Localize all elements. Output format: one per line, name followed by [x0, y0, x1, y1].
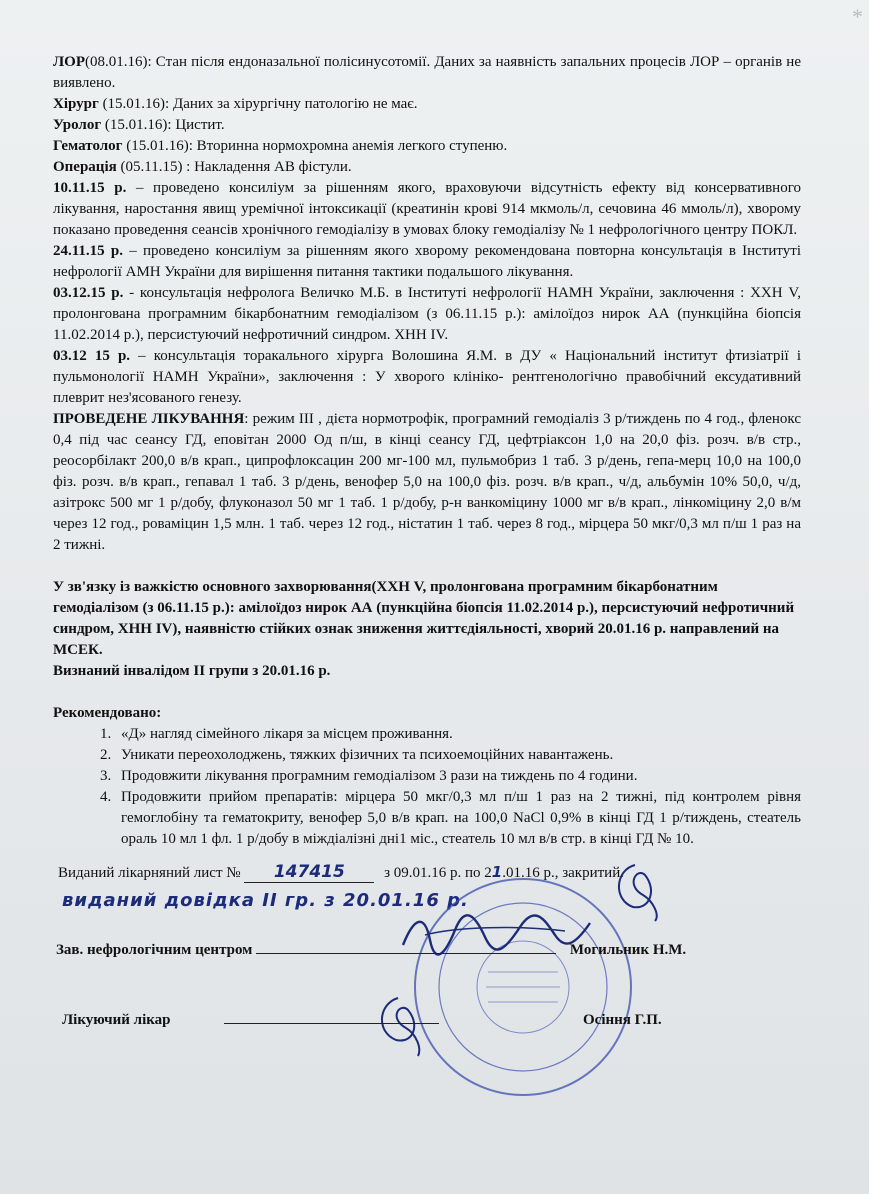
- section-paragraph: [53, 346, 801, 409]
- section-text: (15.01.16): Даних за хірургічну патологію не має.: [98, 96, 418, 112]
- section-paragraph: [53, 52, 801, 94]
- recommendation-item: 3. Продовжити лікування програмним гемодіалізом 3 рази на тиждень по 4 години.: [115, 766, 801, 787]
- recommendation-item: 2. Уникати переохолоджень, тяжких фізичних та психоемоційних навантажень.: [115, 745, 801, 766]
- section-paragraph: [53, 178, 801, 241]
- sick-leave-number: 147415: [273, 862, 345, 882]
- section-text: : режим ІІІ , дієта нормотрофік, програмний гемодіаліз 3 р/тиждень по 4 год., фленокс 0,4 під час сеансу ГД, еповітан 2000 Од п/ш, в кінці сеансу ГД, цефтріаксон 1,0 на 20,0 фіз. розч. в/в стр., реосорбілакт 200,0 в/в крап., ципрофлоксацин 200 мг-100 мл, пульмобриз 1 таб. 3 р/день, гепа-мерц 10,0 на 100,0 фіз. розч. в/в крап., гепавал 1 таб. 3 р/день, венофер 5,0 на 100,0 фіз. розч. в/в крап., ч/д, альбумін 10% 50,0, ч/д, азітрокс 500 мг 1 р/добу, флуконазол 50 мг 1 таб. 1 р/добу, р-н ванкоміцину 1000 мг в/в крап., лінкоміцину 2,0 в/м через 12 год., роваміцин 1,5 млн. 1 таб. через 12 год., ністатин 1 таб. через 8 год., мірцера 50 мкг/0,3 мл п/ш 1 раз на 2 тижні.: [53, 411, 802, 553]
- recommendation-item: 1. «Д» нагляд сімейного лікаря за місцем проживання.: [115, 724, 801, 745]
- section-text: (05.11.15) : Накладення АВ фістули.: [116, 159, 352, 175]
- section-label: 03.12.15 р.: [53, 285, 124, 301]
- section-label: ПРОВЕДЕНЕ ЛІКУВАННЯ: [53, 411, 245, 427]
- corner-mark: *: [852, 4, 863, 29]
- doctor-title: Лікуючий лікар: [62, 1012, 171, 1028]
- paraph-signature: [605, 855, 665, 925]
- sick-leave-middle: з 09.01.16 р. по 2: [384, 865, 492, 881]
- section-paragraph: [53, 241, 801, 283]
- section-text: (08.01.16): Стан після ендоназальної полісинусотомії. Даних за наявність запальних процесів ЛОР – органів не виявлено.: [53, 54, 801, 91]
- sick-leave-suffix: .01.16 р., закритий.: [502, 865, 624, 881]
- section-paragraph: [53, 136, 801, 157]
- section-text: – проведено консиліум за рішенням якого, враховуючи відсутність ефекту від консервативного лікування, наростання явищ уремічної інтоксикації (креатинін крові 914 мкмоль/л, сечовина 46 ммоль/л), хворому показано проведення сеансів хронічного гемодіалізу в умовах блоку гемодіалізу № 1 нефрологічного центру ПОКЛ.: [53, 180, 801, 238]
- section-label: 10.11.15 р.: [53, 180, 127, 196]
- section-text: – консультація торакального хірурга Волошина Я.М. в ДУ « Національний інститут фтизіатрії і пульмонології НАМН України», заключення : У хворого клініко- рентгенологічно правобічний ексудативний плеврит нез'ясованого генезу.: [53, 348, 801, 406]
- doctor-signature-row: [62, 1012, 662, 1029]
- section-paragraph: [53, 157, 801, 178]
- document-body: [53, 52, 801, 850]
- head-title: Зав. нефрологічним центром: [56, 942, 253, 958]
- sick-leave-end-digit: 1: [491, 863, 503, 881]
- section-paragraph: [53, 409, 801, 556]
- sick-leave-prefix: Виданий лікарняний лист №: [58, 865, 241, 881]
- section-label: Операція: [53, 159, 117, 175]
- section-label: Гематолог: [53, 138, 123, 154]
- consultations-list: [53, 52, 801, 556]
- recommendations-list: [53, 724, 801, 850]
- disability-paragraph: Визнаний інвалідом ІІ групи з 20.01.16 р.: [53, 663, 331, 679]
- recommendation-item: 4. Продовжити прийом препаратів: мірцера 50 мкг/0,3 мл п/ш 1 раз на 2 тижні, під контролем рівня гемоглобіну та гематокриту, венофер 5,0 в/в крап. на 100,0 NaCl 0,9% в кінці ГД 1 р/тиждень, стеатель ораль 10 мл 1 фл. 1 р/добу в міждіалізні дні1 міс., стеатель 10 мл в/в стр. в кінці ГД № 10.: [115, 787, 801, 850]
- section-label: Хірург: [53, 96, 99, 112]
- section-text: - консультація нефролога Величко М.Б. в Інституті нефрології НАМН України, заключення : ХХН V, пролонгована програмним бікарбонатним гемодіалізом (з 06.11.15 р.): амілоїдоз нирок АА (пункційна біопсія 11.02.2014 р.), персистуючий нефротичний синдром. ХНН IV.: [53, 285, 802, 343]
- head-signature-row: [56, 942, 686, 959]
- section-label: Уролог: [53, 117, 102, 133]
- section-paragraph: [53, 283, 801, 346]
- section-label: ЛОР: [53, 54, 86, 70]
- recommendations-title: Рекомендовано:: [53, 705, 162, 721]
- section-paragraph: [53, 115, 801, 136]
- section-text: (15.01.16): Вторинна нормохромна анемія легкого ступеню.: [122, 138, 508, 154]
- doctor-name: Осіння Г.П.: [583, 1012, 662, 1028]
- section-text: (15.01.16): Цистит.: [101, 117, 225, 133]
- section-label: 03.12 15 р.: [53, 348, 131, 364]
- conclusion-paragraph: У зв'язку із важкістю основного захворювання(ХХН V, пролонгована програмним бікарбонатним гемодіалізом (з 06.11.15 р.): амілоїдоз нирок АА (пункційна біопсія 11.02.2014 р.), персистуючий нефротичний синдром, ХНН IV), наявністю стійких ознак зниження життєдіяльності, хворий 20.01.16 р. направлений на МСЕК.: [53, 579, 795, 658]
- handwritten-note: виданий довідка ІІ гр. з 20.01.16 р.: [62, 890, 469, 911]
- head-name: Могильник Н.М.: [569, 942, 687, 958]
- section-text: – проведено консиліум за рішенням якого хворому рекомендована повторна консультація в Інституті нефрології АМН України для вирішення питання тактики подальшого лікування.: [53, 243, 801, 280]
- section-paragraph: [53, 94, 801, 115]
- section-label: 24.11.15 р.: [53, 243, 124, 259]
